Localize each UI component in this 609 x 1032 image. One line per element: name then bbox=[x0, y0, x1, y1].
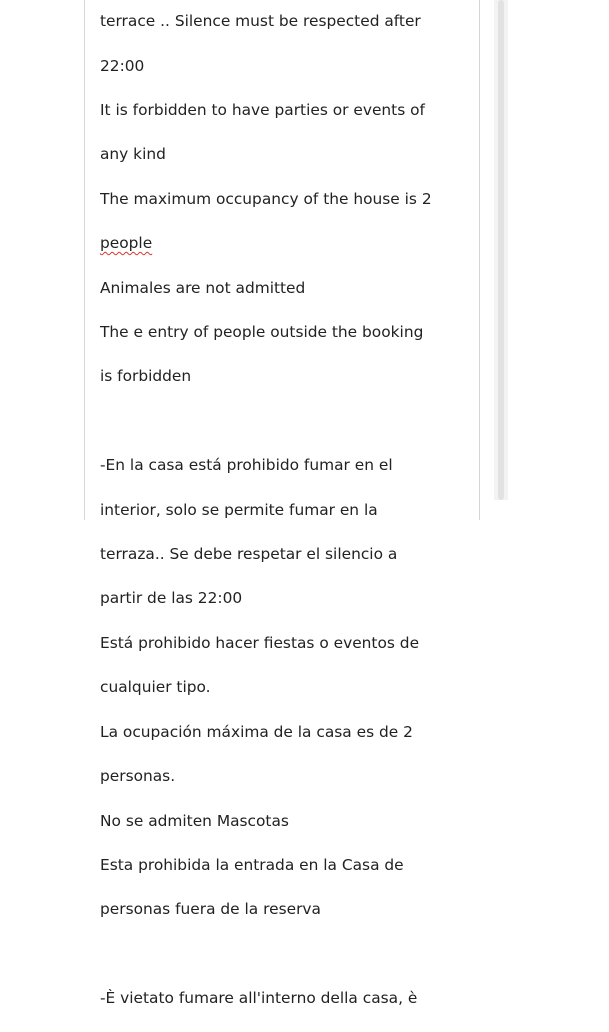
text-line: -È vietato fumare all'interno della casa, è bbox=[100, 989, 418, 1008]
text-line: The e entry of people outside the booking bbox=[100, 323, 424, 342]
text-line: is forbidden bbox=[100, 367, 192, 386]
text-line: No se admiten Mascotas bbox=[100, 811, 289, 830]
text-line: personas fuera de la reserva bbox=[100, 900, 321, 919]
spellcheck-underlined-word[interactable]: people bbox=[100, 234, 153, 253]
text-line: personas. bbox=[100, 767, 176, 786]
text-line: La ocupación máxima de la casa es de 2 bbox=[100, 722, 413, 741]
text-line: -En la casa está prohibido fumar en el bbox=[100, 456, 393, 475]
text-line: terrace .. Silence must be respected after bbox=[100, 12, 421, 31]
text-line: cualquier tipo. bbox=[100, 678, 211, 697]
description-text-area[interactable] bbox=[84, 0, 480, 1008]
text-line: partir de las 22:00 bbox=[100, 589, 243, 608]
blank-line bbox=[100, 943, 470, 965]
text-line-misspelled bbox=[100, 232, 470, 254]
text-line: interior, solo se permite fumar en la bbox=[100, 500, 378, 519]
text-line: Está prohibido hacer fiestas o eventos de bbox=[100, 633, 420, 652]
scrollbar-thumb[interactable] bbox=[498, 0, 504, 500]
text-line: Esta prohibida la entrada en la Casa de bbox=[100, 855, 404, 874]
blank-line bbox=[100, 410, 470, 432]
text-line: any kind bbox=[100, 145, 166, 164]
text-content bbox=[100, 0, 470, 1032]
text-line: The maximum occupancy of the house is 2 bbox=[100, 189, 432, 208]
text-line: terraza.. Se debe respetar el silencio a bbox=[100, 545, 398, 564]
text-line: It is forbidden to have parties or events of bbox=[100, 101, 425, 120]
text-line: Animales are not admitted bbox=[100, 278, 306, 297]
text-line: 22:00 bbox=[100, 56, 145, 75]
